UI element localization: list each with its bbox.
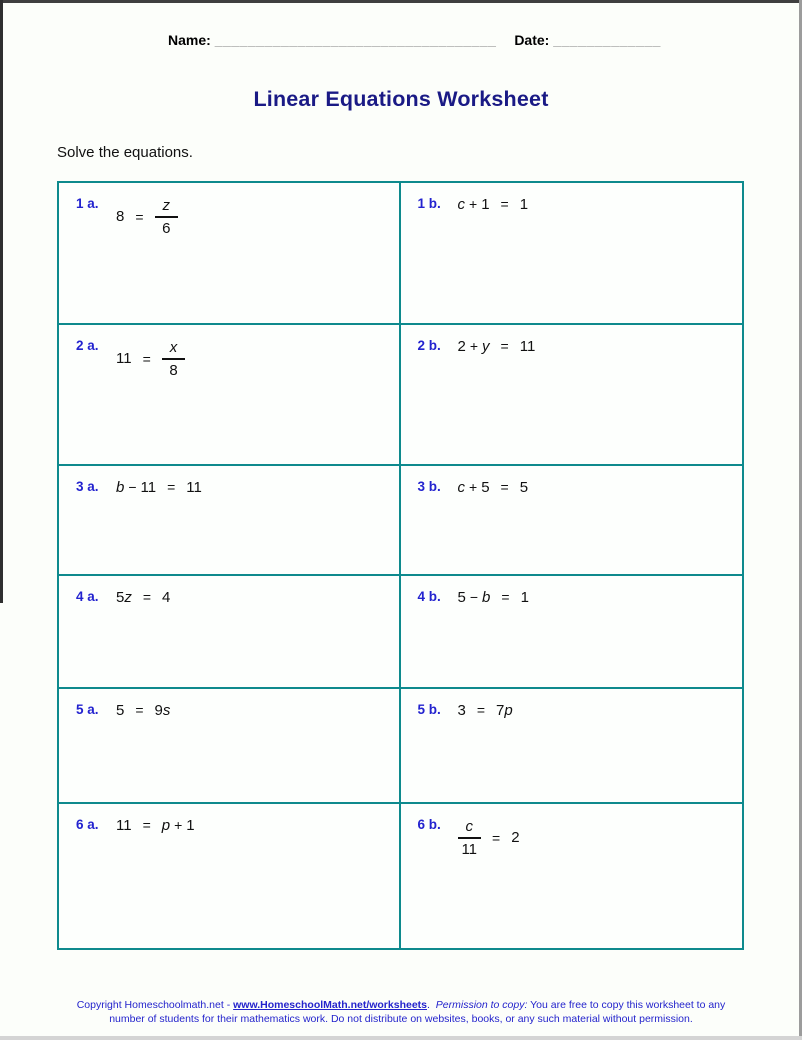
operator: + — [174, 817, 183, 833]
footer-link[interactable]: www.HomeschoolMath.net/worksheets — [233, 999, 428, 1011]
number: 3 — [457, 702, 466, 719]
variable: s — [162, 702, 171, 719]
equation — [116, 701, 170, 720]
instructions-text: Solve the equations. — [57, 144, 193, 161]
operator: = — [500, 479, 509, 495]
problem-label: 3 a. — [76, 479, 99, 494]
problem-label: 2 a. — [76, 338, 99, 353]
operator: − — [128, 479, 137, 495]
number: 5 — [457, 589, 466, 606]
problem-label: 6 a. — [76, 817, 99, 832]
variable: b — [482, 589, 491, 606]
number: 4 — [162, 589, 171, 606]
variable: p — [504, 702, 513, 719]
operator: − — [469, 589, 479, 605]
number: 5 — [481, 479, 490, 496]
problem-cell-5b — [401, 689, 743, 804]
number: 8 — [116, 208, 125, 226]
problems-grid — [57, 181, 744, 950]
number: 11 — [140, 479, 157, 496]
number: 5 — [116, 589, 125, 606]
operator: = — [142, 817, 151, 833]
number: 11 — [116, 350, 132, 368]
problem-cell-6a — [59, 804, 401, 948]
name-date-row — [168, 32, 661, 48]
date-label: Date: — [514, 32, 550, 48]
variable: y — [482, 338, 490, 355]
equation — [458, 478, 529, 497]
number: 5 — [519, 479, 529, 496]
footer-text: . — [427, 999, 436, 1011]
number: 9 — [154, 702, 163, 719]
equation — [116, 197, 178, 238]
number: 11 — [519, 338, 536, 355]
operator: = — [135, 702, 144, 718]
variable: c — [457, 196, 465, 213]
number: 5 — [116, 702, 125, 719]
problem-label: 4 b. — [417, 589, 441, 604]
equation — [458, 701, 513, 720]
variable: z — [124, 589, 132, 606]
page-title: Linear Equations Worksheet — [253, 87, 549, 111]
problem-cell-1a — [59, 183, 401, 325]
problem-label: 5 b. — [417, 702, 441, 717]
number: 1 — [481, 196, 490, 213]
name-blank-line: __________________________________ — [214, 32, 497, 48]
problem-cell-4b — [401, 576, 743, 689]
operator: = — [500, 338, 509, 354]
fraction: $\frac{c}{11}$ — [458, 818, 482, 859]
footer-line-2: number of students for their mathematics work. Do not distribute on websites, books, or any such material without permission. — [109, 1013, 693, 1025]
number: 11 — [186, 479, 202, 496]
footer-text: Copyright Homeschoolmath.net - — [76, 999, 234, 1011]
equation — [458, 588, 529, 607]
number: 2 — [511, 829, 520, 847]
problem-label: 4 a. — [76, 589, 99, 604]
operator: = — [142, 589, 152, 605]
problem-label: 1 a. — [76, 196, 99, 211]
equation — [458, 195, 529, 214]
operator: + — [469, 196, 478, 212]
number: 1 — [520, 589, 529, 606]
problem-label: 3 b. — [417, 479, 441, 494]
footer-text: Permission to copy: — [435, 999, 528, 1011]
fraction: $\frac{z}{6}$ — [155, 197, 179, 238]
problem-cell-6b — [401, 804, 743, 948]
number: 2 — [457, 338, 466, 355]
number: 1 — [519, 196, 529, 213]
equation — [116, 478, 202, 497]
problem-cell-2a — [59, 325, 401, 466]
equation — [116, 339, 185, 380]
date-blank-line: _____________ — [553, 32, 661, 48]
equation — [458, 337, 536, 356]
variable: p — [161, 817, 171, 834]
operator: = — [135, 209, 144, 226]
footer-text: You are free to copy this worksheet to any — [527, 999, 726, 1011]
equation — [458, 818, 520, 859]
fraction: $\frac{x}{8}$ — [162, 339, 186, 380]
number: 7 — [496, 702, 505, 719]
problem-cell-1b — [401, 183, 743, 325]
problem-cell-5a — [59, 689, 401, 804]
operator: = — [501, 589, 510, 605]
number: 11 — [116, 817, 132, 834]
name-label: Name: — [168, 32, 211, 48]
operator: = — [500, 196, 509, 212]
problem-label: 6 b. — [417, 817, 441, 832]
problem-label: 5 a. — [76, 702, 99, 717]
problem-cell-3b — [401, 466, 743, 576]
operator: = — [492, 830, 501, 847]
footer-line-1 — [0, 998, 802, 1012]
variable: c — [457, 479, 465, 496]
problem-label: 2 b. — [417, 338, 441, 353]
problem-label: 1 b. — [417, 196, 441, 211]
equation — [116, 588, 170, 607]
footer-copyright — [0, 998, 802, 1026]
operator: = — [476, 702, 486, 718]
problem-cell-2b — [401, 325, 743, 466]
variable: b — [116, 479, 125, 496]
operator: + — [469, 479, 478, 495]
equation — [116, 816, 195, 835]
operator: + — [469, 338, 479, 354]
number: 1 — [186, 817, 195, 834]
page-edge-bottom — [0, 1036, 802, 1040]
problem-cell-4a — [59, 576, 401, 689]
problem-cell-3a — [59, 466, 401, 576]
page-edge-top — [0, 0, 802, 3]
operator: = — [167, 479, 176, 495]
operator: = — [142, 351, 151, 368]
